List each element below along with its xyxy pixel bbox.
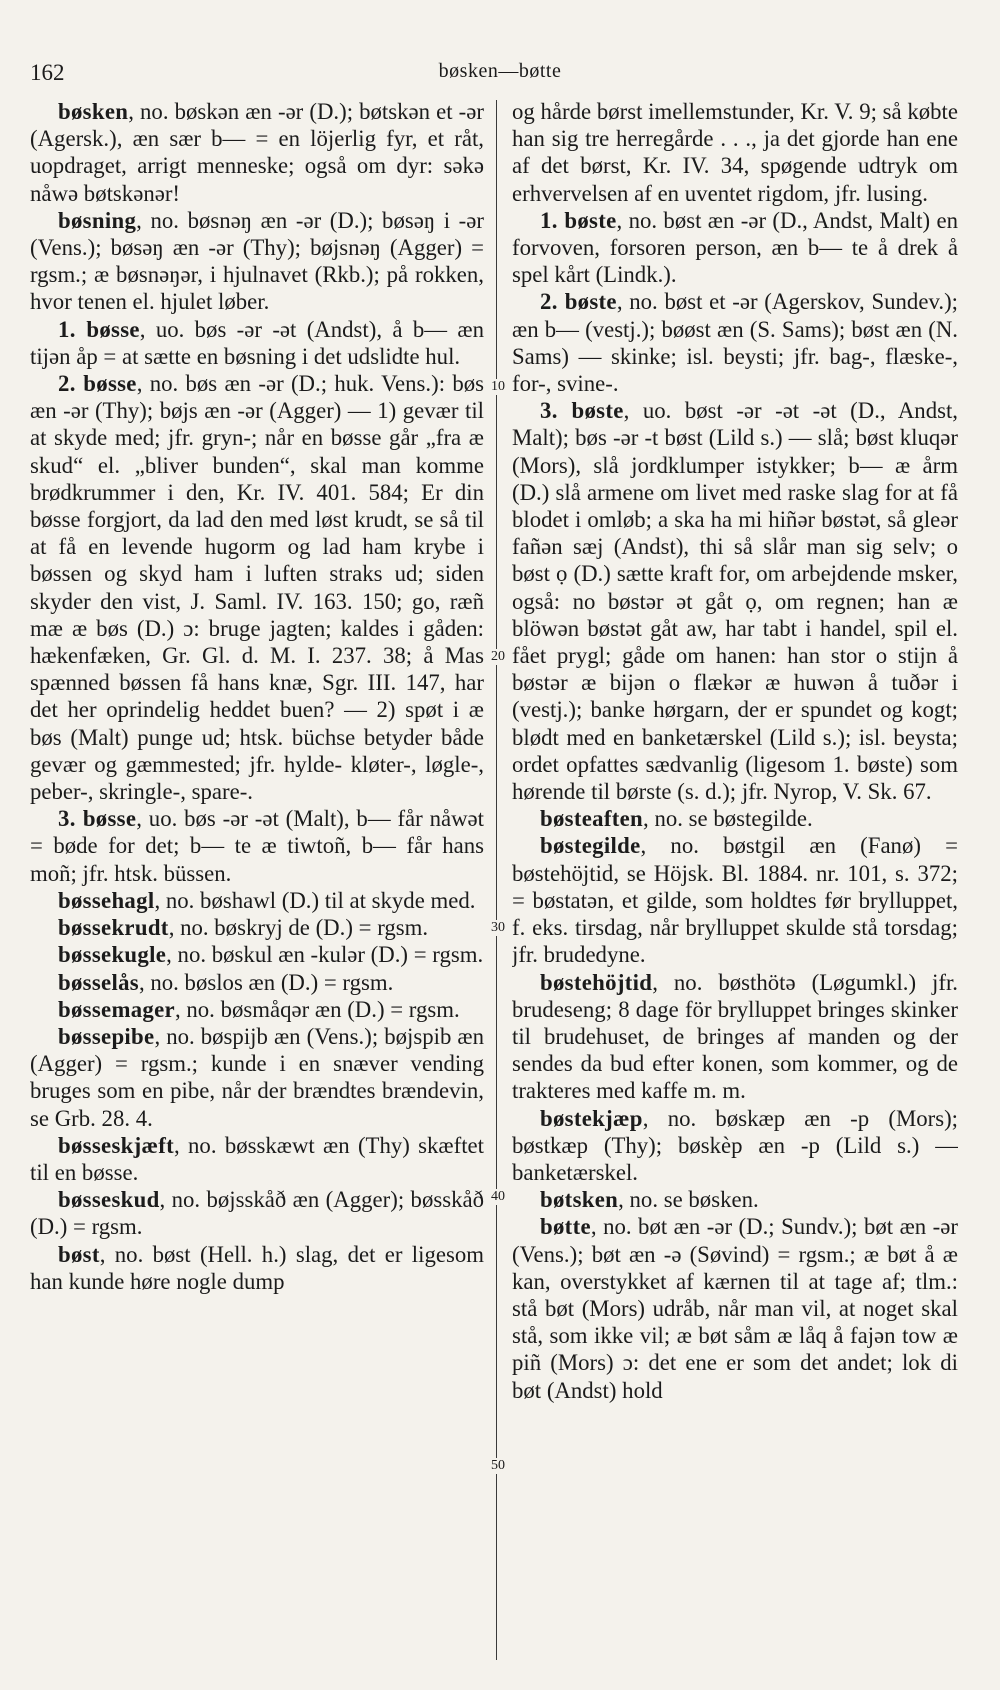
line-number: 10 — [484, 379, 512, 395]
entry-text: , no. bøskən æn -ər (D.); bøtskən et -ər (Agersk.), æn sær b— = en löjerlig fyr, et råt, uopdraget, arrigt menneske; også om dyr: səkə nåwə bøtskənər! — [30, 99, 484, 206]
right-column — [512, 98, 958, 1678]
headword: bøstehöjtid — [540, 969, 653, 995]
headword: bøsselås — [58, 969, 139, 995]
entry-text: , no. bøs æn -ər (D.; huk. Vens.): bøs æn -ər (Thy); bøjs æn -ər (Agger) — 1) gevær til at skyde med; jfr. gryn-; når en bøsse går „fra æ skud“ el. „bliver bunden“, skal man komme brødkrummer i den, Kr. IV. 401. 584; Er din bøsse forgjort, da lad den med løst krudt, se så til at få en levende hugorm og lad ham krybe i bøssen og skyd ham i luften straks ud; siden skyder den vist, J. Saml. IV. 163. 150; go, ræñ mæ æ bøs (D.) ɔ: bruge jagten; kaldes i gåden: hækenfæken, Gr. Gl. d. M. I. 237. 38; å Mas spænned bøssen få hans knæ, Sgr. III. 147, har det her oprindelig heddet buen? — 2) spøt i æ bøs (Malt) punge ud; htsk. büchse betyder både gevær og gæmmested; jfr. hylde- kløter-, løgle-, peber-, skringle-, spare-. — [30, 371, 484, 805]
entry-text: , no. se bøstegilde. — [643, 806, 813, 832]
headword: 1. bøste — [540, 207, 617, 233]
headword: bøsning — [58, 207, 137, 233]
dictionary-entry — [512, 1186, 958, 1213]
dictionary-entry — [30, 941, 484, 968]
entry-text: , uo. bøst -ər -ət -ət (D., Andst, Malt); bøs -ər -t bøst (Lild s.) — slå; bøst kluqər (Mors), slå jordklumper istykker; b— æ årm (D.) slå armene om livet med raske slag for at få blodet i omløb; a ska ha mi hiñər bøstət, så gleər fañən sæj (Andst), thi så slår man sig selv; o bøst ọ (D.) sætte kraft for, om arbejdende msker, også: no bøstər ət gåt ọ, om regnen; han æ blöwən bøstət gåt aw, har tabt i handel, spil el. fået prygl; gåde om hanen: han stor o stijn å bøstər æ bijən o flækər æ huwən å tuðər i (vestj.); banke hørgarn, der er spundet og kogt; blødt med en banketærskel (Lild s.); isl. beysta; ordet opfattes sædvanlig (ligesom 1. bøste) som hørende til børste (s. d.); jfr. Nyrop, V. Sk. 67. — [512, 398, 958, 805]
entry-text: , no. bøslos æn (D.) = rgsm. — [138, 969, 394, 995]
headword: bøsken — [58, 99, 129, 124]
headword: 3. bøste — [540, 398, 624, 424]
headword: bøsseskud — [58, 1187, 160, 1213]
dictionary-entry — [30, 805, 484, 887]
dictionary-entry — [30, 207, 484, 316]
headword: bøstekjæp — [540, 1105, 643, 1131]
dictionary-entry — [30, 887, 484, 914]
headword: bøssekrudt — [58, 915, 169, 941]
dictionary-entry — [30, 316, 484, 370]
headword: bøtsken — [540, 1187, 619, 1213]
dictionary-entry — [30, 996, 484, 1023]
dictionary-entry — [30, 370, 484, 805]
entry-text: , no. bøst æn -ər (D., Andst, Malt) en forvoven, forsoren person, æn b— te å drek å spel kårt (Lindk.). — [512, 207, 958, 288]
dictionary-entry — [30, 1241, 484, 1295]
entry-text: , no. se bøsken. — [618, 1187, 759, 1213]
entry-text: , no. bøstgil æn (Fanø) = bøstehöjtid, se Höjsk. Bl. 1884. nr. 101, s. 372; = bøstatən, et gilde, som holdtes før brylluppet, f. eks. tirsdag, når brylluppet skulde stå torsdag; jfr. brudedyne. — [512, 833, 958, 968]
entry-text: , no. bøskæp æn -p (Mors); bøstkæp (Thy); bøskèp æn -p (Lild s.) — banketærskel. — [512, 1105, 958, 1185]
dictionary-entry — [512, 288, 958, 397]
headword: 2. bøste — [540, 289, 617, 315]
entry-text: og hårde børst imellemstunder, Kr. V. 9; så købte han sig tre herregårde . . ., ja det gjorde han ene af det børst, Kr. IV. 34, spøgende udtryk om erhvervelsen af en uventet rigdom, jfr. lusing. — [512, 99, 958, 206]
entry-text: , uo. bøs -ər -ət (Malt), b— får nåwət = bøde for det; b— te æ tiwtoñ, b— får hans moñ; jfr. htsk. büssen. — [30, 806, 484, 886]
entry-text: , no. bøshawl (D.) til at skyde med. — [154, 887, 476, 913]
line-number: 20 — [484, 649, 512, 665]
entry-text: , no. bøsthötə (Løgumkl.) jfr. brudeseng; 8 dage för brylluppet bringes skinker til brudehuset, de bringes af manden og der sendes da bud efter konen, som kommer, og de trakteres med kaffe m. m. — [512, 969, 958, 1104]
dictionary-entry — [30, 914, 484, 941]
entry-text: , no. bøst (Hell. h.) slag, det er ligesom han kunde høre nogle dump — [30, 1241, 484, 1294]
entry-text: , no. bøsnəŋ æn -ər (D.); bøsəŋ i -ər (Vens.); bøsəŋ æn -ər (Thy); bøjsnəŋ (Agger) = rgsm.; æ bøsnəŋər, i hjulnavet (Rkb.); på rokken, hvor tenen el. hjulet løber. — [30, 207, 484, 315]
headword: bøstegilde — [540, 833, 641, 859]
headword: bøssehagl — [58, 887, 155, 913]
entry-text: , no. bøjsskåð æn (Agger); bøsskåð (D.) = rgsm. — [30, 1187, 484, 1240]
line-number-gutter — [484, 0, 512, 1690]
headword: bøssepibe — [58, 1023, 155, 1049]
dictionary-entry — [512, 397, 958, 805]
entry-text: , no. bøskryj de (D.) = rgsm. — [168, 915, 429, 941]
dictionary-entry — [512, 98, 958, 207]
dictionary-entry — [512, 1105, 958, 1187]
entry-text: , no. bøsskæwt æn (Thy) skæftet til en bøsse. — [30, 1132, 484, 1185]
headword: bøtte — [540, 1214, 591, 1240]
dictionary-entry — [30, 1132, 484, 1186]
line-number: 30 — [484, 920, 512, 936]
headword: bøst — [58, 1241, 100, 1267]
dictionary-entry — [512, 207, 958, 289]
left-column — [30, 98, 484, 1678]
line-number: 40 — [484, 1189, 512, 1205]
entry-text: , no. bøt æn -ər (D.; Sundv.); bøt æn -ər (Vens.); bøt æn -ə (Søvind) = rgsm.; æ bøt å æ kan, overstykket af kærnen til at tage af; tlm.: stå bøt (Mors) udråb, når man vil, at noget skal stå, som ikke vil; æ bøt såm æ låq å fajən tow æ piñ (Mors) ɔ: det ene er som det andet; lok di bøt (Andst) hold — [512, 1214, 958, 1403]
dictionary-entry — [30, 969, 484, 996]
dictionary-entry — [512, 1213, 958, 1403]
entry-text: , no. bøskul æn -kulər (D.) = rgsm. — [166, 942, 484, 968]
headword: bøssekugle — [58, 942, 167, 968]
dictionary-entry — [512, 832, 958, 968]
entry-text: , no. bøspijb æn (Vens.); bøjspib æn (Agger) = rgsm.; kunde i en snæver vending bruges som en pibe, når der brændtes brændevin, se Grb. 28. 4. — [30, 1023, 484, 1131]
headword: bøsseskjæft — [58, 1132, 175, 1158]
entry-text: , uo. bøs -ər -ət (Andst), å b— æn tijən åp = at sætte en bøsning i det udslidte hul. — [30, 316, 484, 369]
page-number: 162 — [30, 60, 65, 85]
headword: bøssemager — [58, 996, 175, 1022]
dictionary-entry — [30, 98, 484, 207]
dictionary-entry — [512, 805, 958, 832]
headword: 3. bøsse — [58, 806, 137, 832]
headword: 2. bøsse — [58, 371, 137, 397]
dictionary-entry — [30, 1186, 484, 1240]
entry-text: , no. bøsmåqər æn (D.) = rgsm. — [174, 996, 460, 1022]
line-number: 50 — [484, 1458, 512, 1474]
dictionary-entry — [512, 969, 958, 1105]
running-head: bøsken—bøtte — [438, 60, 562, 82]
headword: 1. bøsse — [58, 316, 140, 342]
dictionary-entry — [30, 1023, 484, 1132]
entry-text: , no. bøst et -ər (Agerskov, Sundev.); æn b— (vestj.); bøøst æn (S. Sams); bøst æn (N. Sams) — skinke; isl. beysti; jfr. bag-, flæske-, for-, svine-. — [512, 289, 958, 397]
headword: bøsteaften — [540, 806, 644, 832]
